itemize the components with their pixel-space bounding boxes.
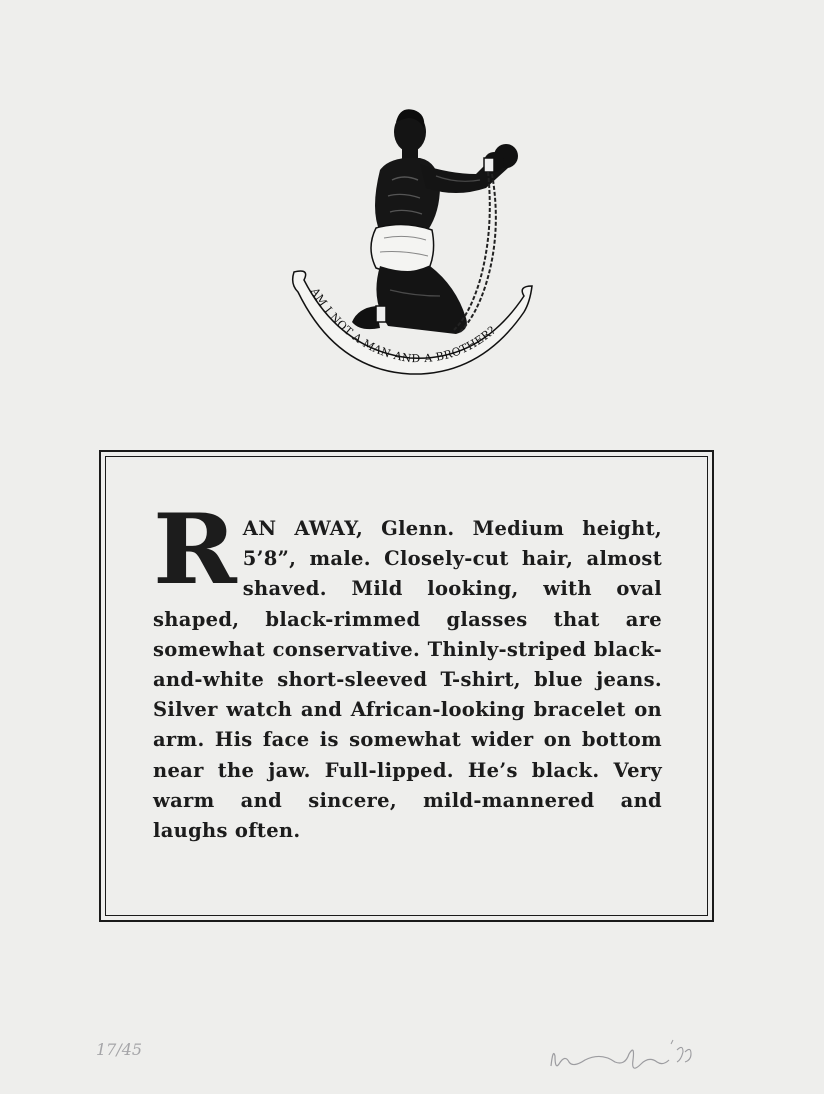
emblem-motto: AM I NOT A MAN AND A BROTHER? xyxy=(308,285,499,366)
notice-text xyxy=(153,493,662,846)
artist-signature xyxy=(545,1030,705,1080)
notice-frame xyxy=(99,450,714,922)
notice-body: AN AWAY, Glenn. Medium height, 5’8”, male. Closely-cut hair, almost shaved. Mild looking, with oval shaped, black-rimmed glasses that are somewhat conservative. Thinly-striped black-and-white short-sleeved T-shirt, blue jeans. Silver watch and African-looking bracelet on arm. His face is somewhat wider on bottom near the jaw. Full-lipped. He’s black. Very warm and sincere, mild-mannered and laughs often. xyxy=(153,517,662,843)
drop-cap: R xyxy=(153,493,235,606)
kneeling-chained-figure-icon xyxy=(280,100,540,380)
emblem xyxy=(280,100,540,380)
edition-number: 17/45 xyxy=(96,1040,143,1059)
